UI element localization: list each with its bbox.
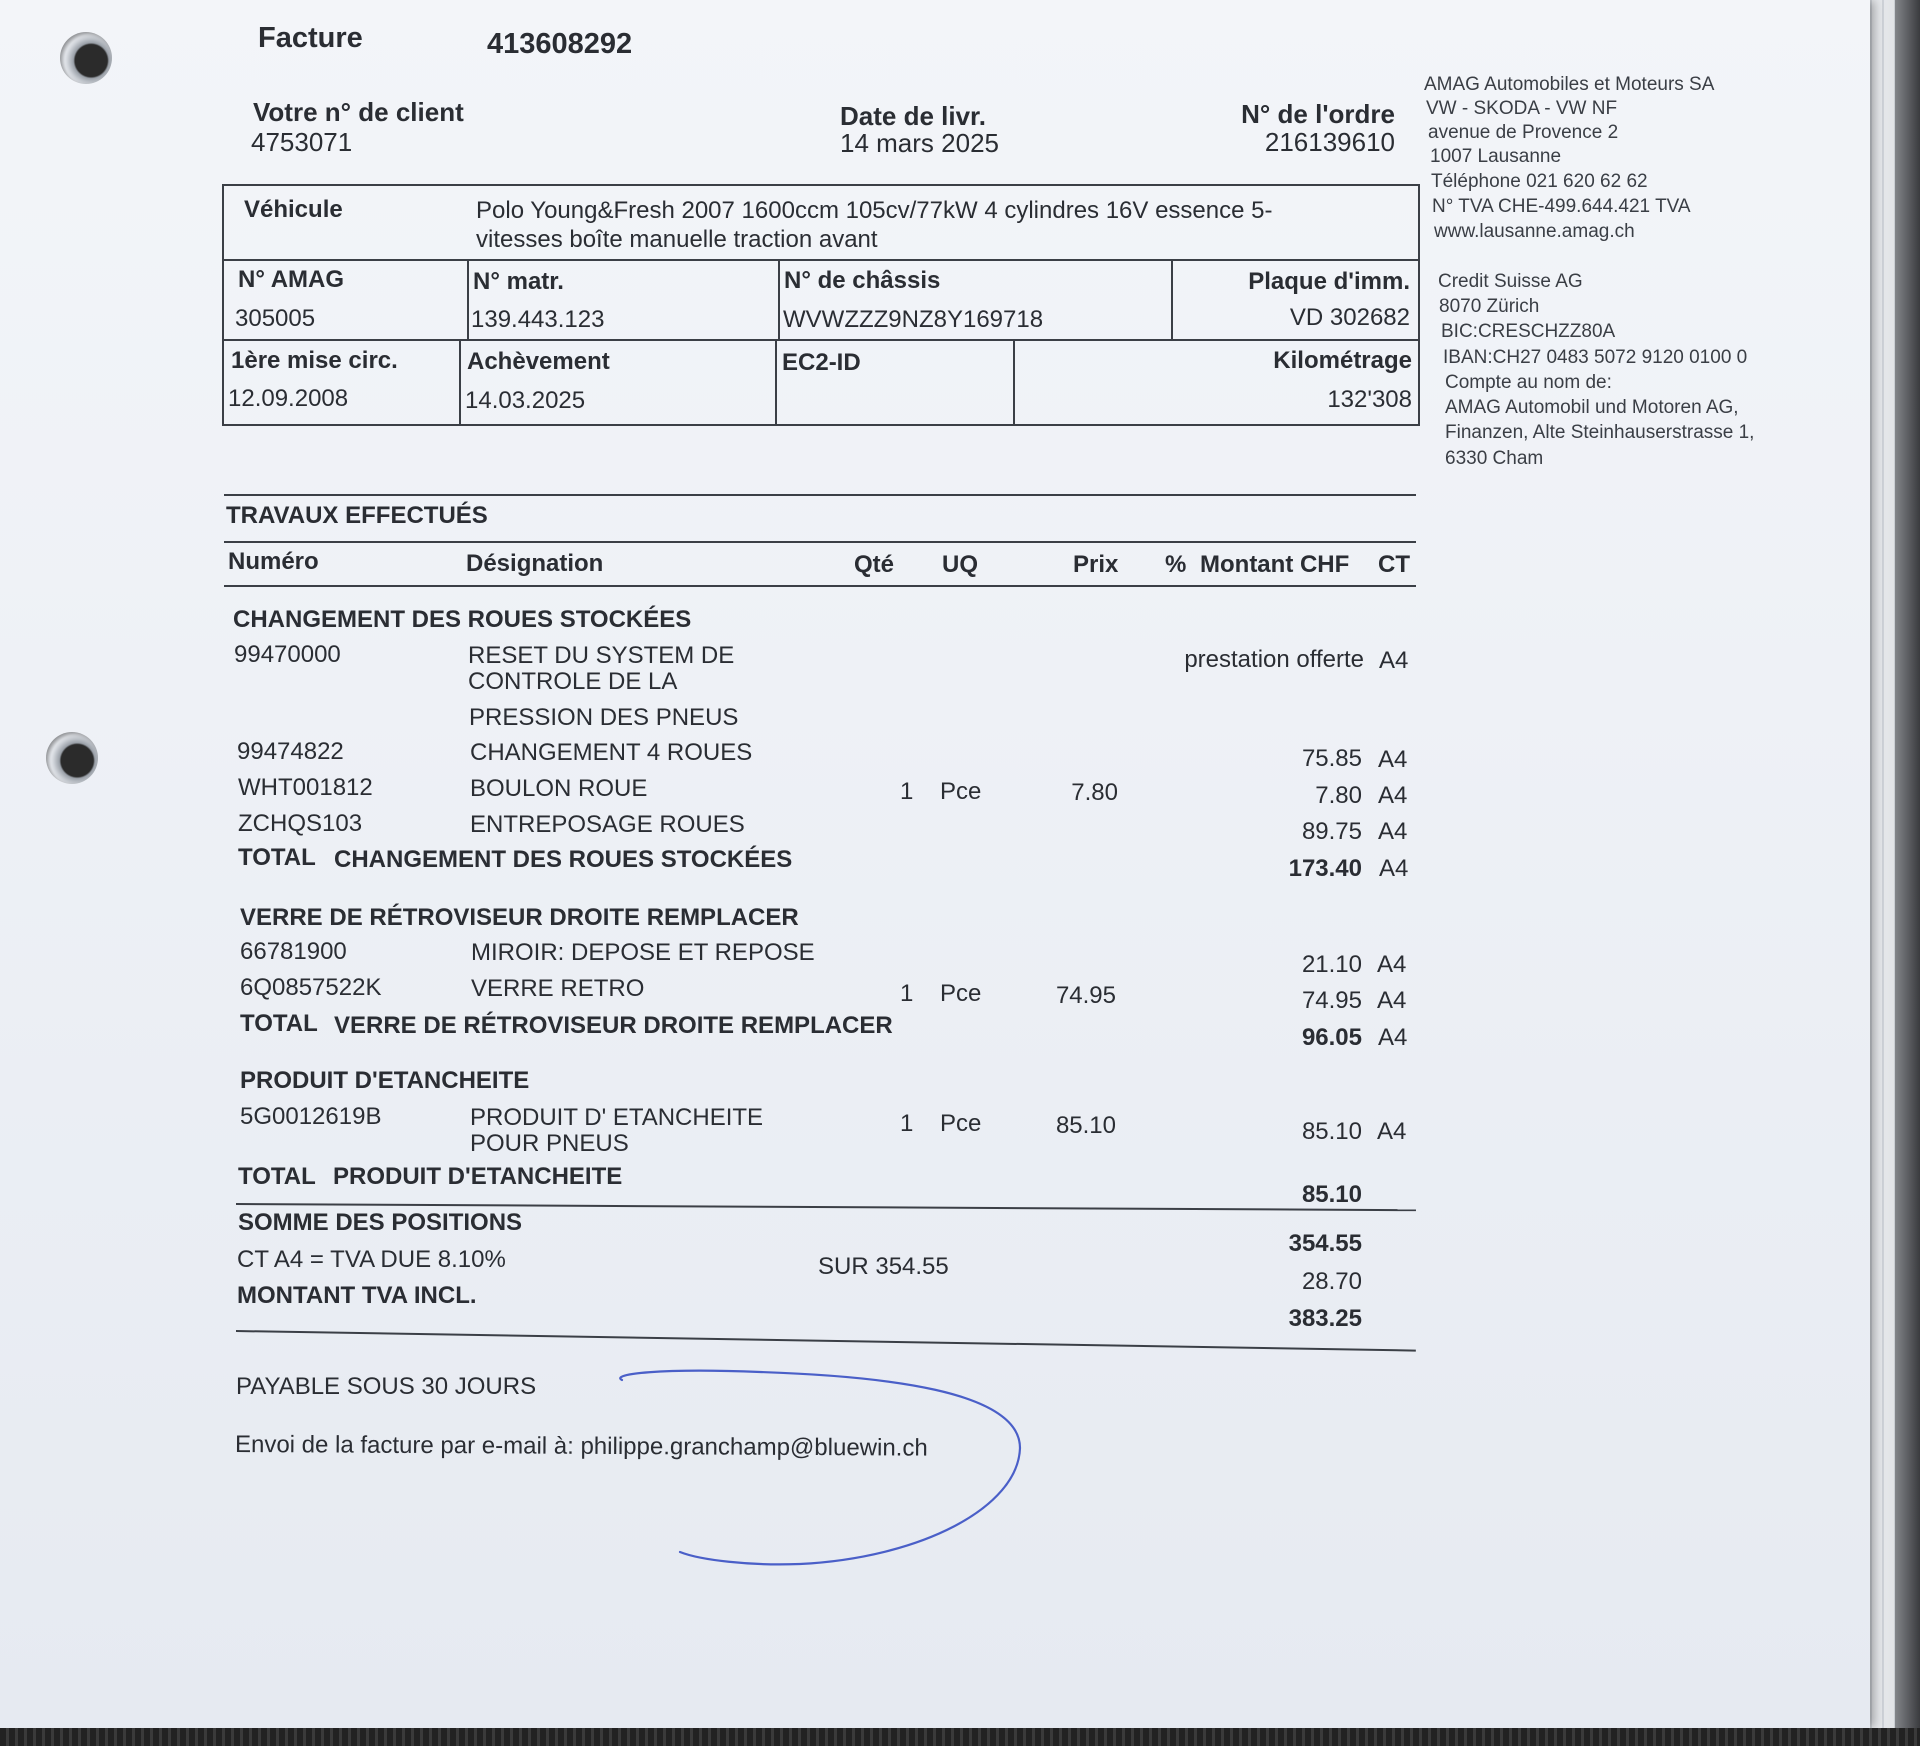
- item-number: WHT001812: [238, 774, 373, 801]
- item-offer: prestation offerte: [1184, 646, 1364, 673]
- plaque-value: VD 302682: [1289, 304, 1410, 331]
- col-qte: Qté: [854, 551, 895, 578]
- company-line: 1007 Lausanne: [1430, 146, 1562, 167]
- item-amount: 89.75: [1301, 818, 1362, 845]
- item-amount: 21.10: [1301, 951, 1362, 978]
- col-prix: Prix: [1073, 551, 1119, 578]
- total-amount: 96.05: [1301, 1024, 1362, 1051]
- tva-amount: 28.70: [1301, 1268, 1362, 1295]
- company-line: AMAG Automobiles et Moteurs SA: [1424, 74, 1715, 95]
- item-ct: A4: [1377, 1118, 1407, 1145]
- total-ct: A4: [1378, 1024, 1408, 1051]
- bank-line: IBAN:CH27 0483 5072 9120 0100 0: [1443, 347, 1748, 368]
- bank-line: Credit Suisse AG: [1438, 271, 1583, 292]
- item-designation: MIROIR: DEPOSE ET REPOSE: [471, 939, 815, 966]
- col-designation: Désignation: [466, 550, 604, 577]
- item-prix: 7.80: [1071, 779, 1118, 806]
- bank-line: Compte au nom de:: [1445, 372, 1612, 393]
- item-amount: 7.80: [1315, 782, 1362, 809]
- item-ct: A4: [1378, 818, 1408, 845]
- email-notice: Envoi de la facture par e-mail à: philippe.granchamp@bluewin.ch: [234, 1431, 928, 1462]
- facture-label: Facture: [258, 22, 363, 54]
- item-designation: VERRE RETRO: [471, 975, 645, 1002]
- company-website: www.lausanne.amag.ch: [1434, 221, 1635, 242]
- group-title: CHANGEMENT DES ROUES STOCKÉES: [233, 606, 692, 633]
- item-amount: 75.85: [1301, 745, 1362, 772]
- grid-col-divider: [775, 339, 777, 424]
- item-qte: 1: [900, 980, 914, 1007]
- facture-number: 413608292: [487, 28, 633, 60]
- client-label: Votre n° de client: [253, 97, 464, 127]
- tva-base: SUR 354.55: [818, 1253, 949, 1280]
- grid-col-divider: [1171, 259, 1173, 339]
- chassis-value: WVWZZZ9NZ8Y169718: [783, 306, 1044, 333]
- group-title: PRODUIT D'ETANCHEITE: [240, 1067, 530, 1094]
- vehicule-desc-line1: Polo Young&Fresh 2007 1600ccm 105cv/77kW 4 cylindres 16V essence 5-: [476, 197, 1273, 224]
- total-name: CHANGEMENT DES ROUES STOCKÉES: [334, 846, 793, 873]
- item-number: ZCHQS103: [238, 810, 363, 837]
- item-prix: 74.95: [1055, 982, 1116, 1009]
- grid-col-divider: [459, 339, 461, 424]
- grid-row-divider: [222, 339, 1418, 341]
- item-number: 99470000: [234, 641, 341, 668]
- col-pct: %: [1165, 551, 1187, 578]
- bank-line: BIC:CRESCHZZ80A: [1441, 321, 1616, 342]
- order-value: 216139610: [1264, 127, 1395, 157]
- col-numero: Numéro: [228, 548, 319, 575]
- total-label: TOTAL: [238, 844, 316, 871]
- grid-row-divider: [222, 259, 1418, 261]
- total-ct: A4: [1379, 855, 1409, 882]
- col-ct: CT: [1378, 551, 1410, 578]
- total-amount: 173.40: [1288, 855, 1362, 882]
- mise-circ-label: 1ère mise circ.: [231, 347, 398, 374]
- date-value: 14 mars 2025: [840, 128, 999, 158]
- ec2-label: EC2-ID: [782, 349, 861, 376]
- bank-line: AMAG Automobil und Motoren AG,: [1445, 397, 1739, 418]
- item-uq: Pce: [940, 980, 982, 1007]
- background-surface: [0, 1728, 1920, 1746]
- client-number: 4753071: [251, 127, 353, 157]
- item-designation: CHANGEMENT 4 ROUES: [470, 739, 753, 766]
- vehicule-label: Véhicule: [244, 196, 343, 223]
- somme-amount: 354.55: [1288, 1230, 1362, 1257]
- col-montant: Montant CHF: [1200, 551, 1350, 578]
- item-ct: A4: [1378, 782, 1408, 809]
- item-ct: A4: [1378, 746, 1408, 773]
- company-line: avenue de Provence 2: [1428, 122, 1619, 143]
- matr-value: 139.443.123: [471, 306, 605, 333]
- total-amount: 85.10: [1301, 1181, 1362, 1208]
- chassis-label: N° de châssis: [784, 267, 941, 294]
- grid-col-divider: [467, 259, 469, 339]
- item-amount: 85.10: [1301, 1118, 1362, 1145]
- total-name: PRODUIT D'ETANCHEITE: [333, 1163, 623, 1190]
- montant-label: MONTANT TVA INCL.: [237, 1282, 477, 1309]
- km-label: Kilométrage: [1273, 347, 1412, 374]
- item-ct: A4: [1377, 951, 1407, 978]
- header-rule-top: [224, 541, 1416, 543]
- item-prix: 85.10: [1055, 1112, 1116, 1139]
- company-line: VW - SKODA - VW NF: [1426, 98, 1618, 119]
- order-label: N° de l'ordre: [1241, 99, 1395, 129]
- bank-line: 8070 Zürich: [1439, 296, 1540, 317]
- item-ct: A4: [1377, 987, 1407, 1014]
- montant-amount: 383.25: [1288, 1305, 1362, 1332]
- works-title: TRAVAUX EFFECTUÉS: [226, 502, 488, 529]
- grid-col-divider: [778, 259, 780, 339]
- matr-label: N° matr.: [473, 268, 564, 295]
- item-designation: RESET DU SYSTEM DE: [468, 642, 735, 669]
- group-title: VERRE DE RÉTROVISEUR DROITE REMPLACER: [240, 904, 799, 931]
- section-rule: [224, 494, 1416, 496]
- header-rule-bottom: [224, 585, 1416, 587]
- item-uq: Pce: [940, 1110, 982, 1137]
- total-name: VERRE DE RÉTROVISEUR DROITE REMPLACER: [334, 1012, 893, 1039]
- total-label: TOTAL: [238, 1163, 316, 1190]
- achevement-value: 14.03.2025: [465, 387, 586, 414]
- total-label: TOTAL: [240, 1010, 318, 1037]
- amag-value: 305005: [235, 305, 316, 332]
- mise-circ-value: 12.09.2008: [228, 385, 349, 412]
- payable-terms: PAYABLE SOUS 30 JOURS: [236, 1373, 537, 1400]
- company-line: Téléphone 021 620 62 62: [1431, 171, 1648, 192]
- signature-stroke: [600, 1368, 1040, 1568]
- bank-line: 6330 Cham: [1445, 448, 1544, 469]
- item-designation: PRESSION DES PNEUS: [469, 704, 739, 731]
- item-designation: POUR PNEUS: [470, 1130, 629, 1157]
- item-number: 66781900: [240, 938, 347, 965]
- footer-rule: [236, 1330, 1416, 1352]
- item-amount: 74.95: [1301, 987, 1362, 1014]
- item-designation: BOULON ROUE: [470, 775, 648, 802]
- km-value: 132'308: [1327, 386, 1412, 413]
- bank-line: Finanzen, Alte Steinhauserstrasse 1,: [1445, 422, 1755, 443]
- item-number: 5G0012619B: [240, 1103, 382, 1130]
- somme-label: SOMME DES POSITIONS: [238, 1209, 523, 1236]
- punch-hole-middle: [46, 732, 98, 784]
- company-line: N° TVA CHE-499.644.421 TVA: [1432, 196, 1691, 217]
- tva-label: CT A4 = TVA DUE 8.10%: [237, 1246, 506, 1273]
- item-uq: Pce: [940, 778, 982, 805]
- grid-col-divider: [1013, 339, 1015, 424]
- vehicule-desc-line2: vitesses boîte manuelle traction avant: [476, 226, 878, 253]
- item-designation: PRODUIT D' ETANCHEITE: [470, 1104, 764, 1131]
- item-designation: CONTROLE DE LA: [468, 668, 678, 695]
- plaque-label: Plaque d'imm.: [1248, 268, 1410, 295]
- item-number: 99474822: [237, 738, 344, 765]
- achevement-label: Achèvement: [467, 348, 610, 375]
- item-qte: 1: [900, 1110, 914, 1137]
- item-ct: A4: [1379, 647, 1409, 674]
- date-label: Date de livr.: [840, 101, 986, 131]
- punch-hole-top: [60, 32, 112, 84]
- col-uq: UQ: [942, 551, 978, 578]
- item-number: 6Q0857522K: [240, 974, 382, 1001]
- item-designation: ENTREPOSAGE ROUES: [470, 811, 745, 838]
- item-qte: 1: [900, 778, 914, 805]
- amag-label: N° AMAG: [238, 266, 345, 293]
